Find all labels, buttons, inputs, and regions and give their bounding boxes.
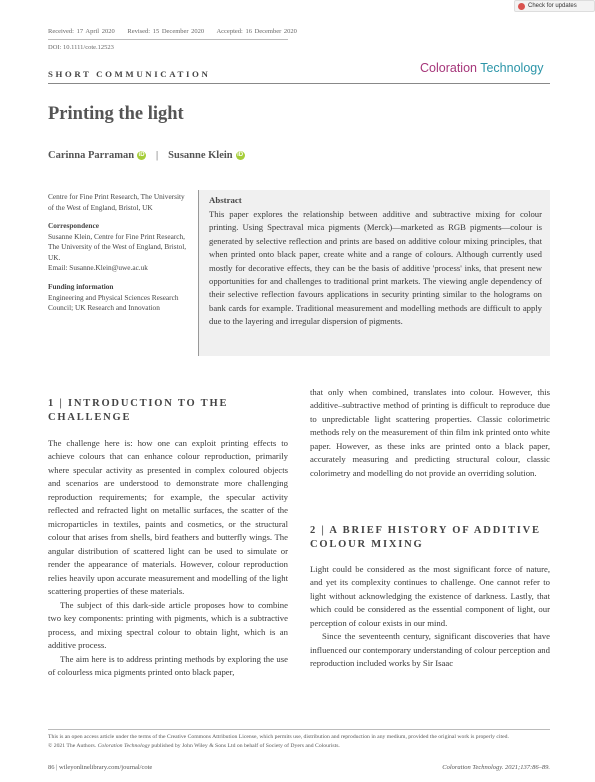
page-footer xyxy=(48,764,550,771)
accepted-date: Accepted: 16 December 2020 xyxy=(216,28,297,35)
abstract-box xyxy=(198,190,550,356)
author-name[interactable]: Susanne Klein xyxy=(168,150,233,161)
column-2-text xyxy=(310,386,550,480)
column-2-section-2-text xyxy=(310,563,550,671)
abstract-heading: Abstract xyxy=(209,195,242,205)
copyright-line: © 2021 The Authors. Coloration Technology published by John Wiley & Sons Ltd on behalf of Society of Dyers and Colourists. xyxy=(48,742,340,749)
license-notice xyxy=(48,733,550,751)
footer-left[interactable]: 86 | wileyonlinelibrary.com/journal/cote xyxy=(48,764,153,771)
orcid-icon[interactable]: iD xyxy=(237,152,244,158)
funding-text: Engineering and Physical Sciences Research Council; UK Research and Innovation xyxy=(48,292,179,313)
check-for-updates-label: Check for updates xyxy=(528,3,577,9)
footer-citation: Coloration Technology. 2021;137:86–89. xyxy=(442,764,550,771)
paragraph: The aim here is to address printing methods by exploring the use of colourless mica pigments printed onto black paper, xyxy=(48,653,288,678)
license-rule xyxy=(48,729,550,730)
update-icon xyxy=(518,3,525,10)
affiliation: Centre for Fine Print Research, The University of the West of England, Bristol, UK xyxy=(48,192,185,212)
author-info-column xyxy=(48,192,188,314)
revised-date: Revised: 15 December 2020 xyxy=(127,28,205,35)
abstract-text: This paper explores the relationship between additive and subtractive mixing for colour printing. Using Spectraval mica pigments (Merck)—marketed as RGB pigments—colour is generated by selective reflection and prints are based on additive colour mixing principles, that when printed onto black paper, create white and a range of colours. Although currently used mostly for decorative effects, they can be the basis of additive 'process' inks, that present new opportunities for and challenges to traditional print markets. The viewing angle dependency of their selective reflection favours applications in security printing similar to the holograms on bank cards for example. Traditional measurement and modelling methods are difficult to apply due to the layering and irregular dispersion of pigments. xyxy=(209,209,542,327)
article-title: Printing the light xyxy=(48,104,184,124)
doi[interactable]: DOI: 10.1111/cote.12523 xyxy=(48,44,114,51)
paragraph: The challenge here is: how one can exploit printing effects to achieve colours that can enhance colour reproduction, primarily where specular activity as presented in complex coloured objects and scenarios are understood to demonstrate more challenging reproduction requirements; for example, the specular activity reflected and refracted light on metallic surfaces, the scatter of the microparticles in textiles, paints and cosmetics, or the structural colour that arises from shells, bird feathers and butterfly wings. The angular distribution of scattered light can be used to simulate or render the appearance of materials. However, colour reproduction relies heavily upon accurate measurement and modelling of the light scattering properties of these materials. xyxy=(48,438,288,597)
section-label: SHORT COMMUNICATION xyxy=(48,69,211,79)
correspondence-text: Susanne Klein, Centre for Fine Print Research, The University of the West of England, Bristol, UK. xyxy=(48,231,187,262)
header-rule xyxy=(48,83,550,84)
correspondence-email[interactable]: Email: Susanne.Klein@uwe.ac.uk xyxy=(48,263,148,273)
section-2-heading: 2 | A BRIEF HISTORY OF ADDITIVE COLOUR MIXING xyxy=(310,525,541,551)
paragraph: Light could be considered as the most significant force of nature, and yet its complexity continues to challenge. One cannot refer to light without acknowledging the existence of darkness. Lastly, that which could be considered as the essential component of light, our perception of colour exists in our mind. xyxy=(310,564,550,628)
journal-logo: Coloration Technology xyxy=(420,61,544,75)
author-name[interactable]: Carinna Parraman xyxy=(48,150,135,161)
paragraph: Since the seventeenth century, significant discoveries that have influenced our contemporary understanding of colour perception and reproduction included works by Sir Isaac xyxy=(310,631,550,669)
received-date: Received: 17 April 2020 xyxy=(48,28,115,35)
paragraph: that only when combined, translates into colour. However, this additive–subtractive method of printing is difficult to reproduce due to unpredictable light scattering properties. Classic colorimetric methods rely on the measurement of thin film ink printed onto white paper. However, as these inks are printed onto a black paper, accurately measuring and predicting structural colour, classic colorimetry and modelling do not provide an overriding solution. xyxy=(310,387,550,478)
author-separator: | xyxy=(156,150,159,161)
divider xyxy=(48,39,288,40)
article-dates xyxy=(48,28,307,35)
paragraph: The subject of this dark-side article proposes how to combine two key components: printing with pigments, which is a subtractive process, and mixing spectral colour to obtain light, which is an additive process. xyxy=(48,599,288,651)
author-list xyxy=(48,150,245,161)
correspondence-heading: Correspondence xyxy=(48,221,99,231)
license-text: This is an open access article under the terms of the Creative Commons Attribution License, which permits use, distribution and reproduction in any medium, provided the original work is properly cited. xyxy=(48,734,509,740)
funding-heading: Funding information xyxy=(48,282,114,292)
section-1-heading: 1 | INTRODUCTION TO THE CHALLENGE xyxy=(48,398,229,424)
orcid-icon[interactable]: iD xyxy=(138,152,145,158)
column-1-text xyxy=(48,437,288,680)
check-for-updates-badge[interactable] xyxy=(514,0,595,12)
